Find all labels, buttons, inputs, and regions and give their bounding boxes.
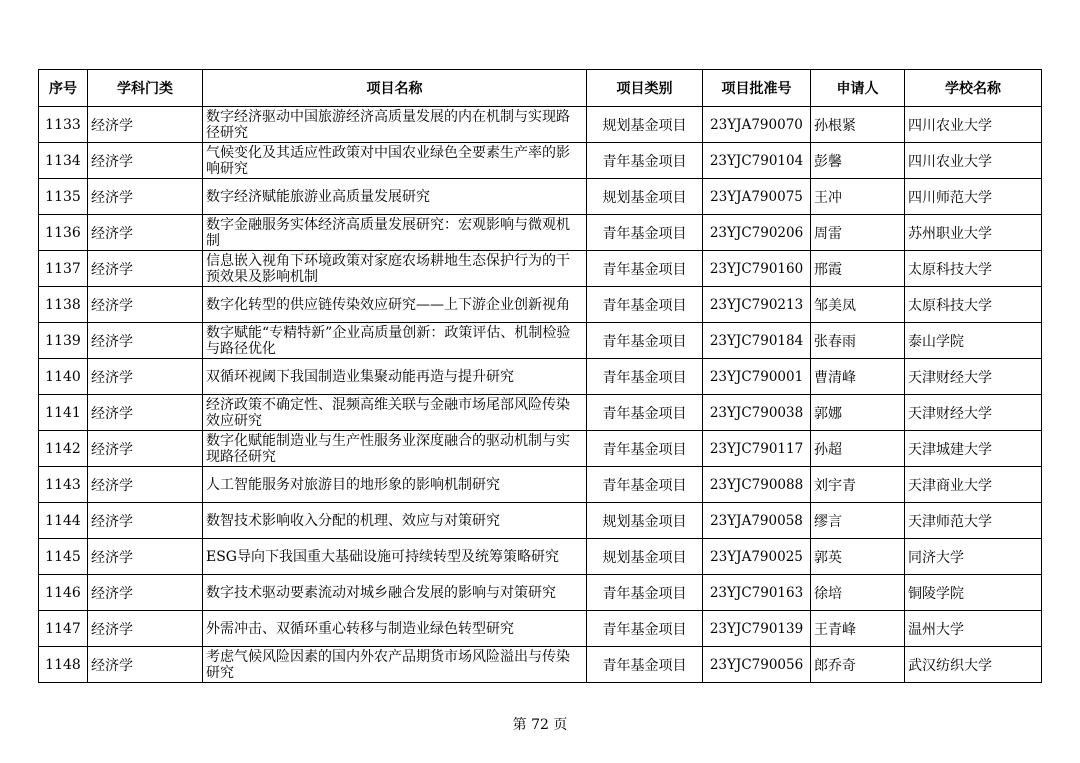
cell-project-type: 青年基金项目 <box>587 215 703 251</box>
cell-discipline: 经济学 <box>88 179 203 215</box>
cell-applicant: 郭娜 <box>811 395 905 431</box>
cell-applicant: 彭馨 <box>811 143 905 179</box>
cell-project-title: ESG导向下我国重大基础设施可持续转型及统筹策略研究 <box>203 539 587 575</box>
cell-project-title: 数字化赋能制造业与生产性服务业深度融合的驱动机制与实现路径研究 <box>203 431 587 467</box>
cell-discipline: 经济学 <box>88 503 203 539</box>
cell-school: 天津商业大学 <box>905 467 1042 503</box>
cell-project-type: 青年基金项目 <box>587 323 703 359</box>
cell-school: 天津财经大学 <box>905 359 1042 395</box>
cell-discipline: 经济学 <box>88 395 203 431</box>
cell-applicant: 王冲 <box>811 179 905 215</box>
cell-index: 1144 <box>39 503 88 539</box>
cell-project-title: 数字经济赋能旅游业高质量发展研究 <box>203 179 587 215</box>
cell-school: 苏州职业大学 <box>905 215 1042 251</box>
table-row <box>39 431 1042 467</box>
table-row <box>39 215 1042 251</box>
cell-approval-number: 23YJC790160 <box>703 251 811 287</box>
cell-approval-number: 23YJC790213 <box>703 287 811 323</box>
cell-school: 天津师范大学 <box>905 503 1042 539</box>
cell-project-title: 信息嵌入视角下环境政策对家庭农场耕地生态保护行为的干预效果及影响机制 <box>203 251 587 287</box>
cell-approval-number: 23YJC790038 <box>703 395 811 431</box>
cell-index: 1137 <box>39 251 88 287</box>
header-index: 序号 <box>39 70 88 107</box>
cell-approval-number: 23YJC790117 <box>703 431 811 467</box>
table-row <box>39 287 1042 323</box>
cell-applicant: 王青峰 <box>811 611 905 647</box>
cell-project-title: 数字赋能“专精特新”企业高质量创新：政策评估、机制检验与路径优化 <box>203 323 587 359</box>
cell-project-type: 规划基金项目 <box>587 503 703 539</box>
cell-school: 四川师范大学 <box>905 179 1042 215</box>
cell-discipline: 经济学 <box>88 251 203 287</box>
cell-school: 太原科技大学 <box>905 287 1042 323</box>
header-applicant: 申请人 <box>811 70 905 107</box>
cell-school: 四川农业大学 <box>905 143 1042 179</box>
cell-approval-number: 23YJC790184 <box>703 323 811 359</box>
table-row <box>39 467 1042 503</box>
cell-index: 1145 <box>39 539 88 575</box>
cell-project-type: 青年基金项目 <box>587 467 703 503</box>
cell-index: 1139 <box>39 323 88 359</box>
cell-index: 1133 <box>39 107 88 143</box>
header-project-type: 项目类别 <box>587 70 703 107</box>
table-row <box>39 539 1042 575</box>
cell-school: 铜陵学院 <box>905 575 1042 611</box>
cell-applicant: 邢霞 <box>811 251 905 287</box>
cell-project-type: 青年基金项目 <box>587 287 703 323</box>
cell-applicant: 徐培 <box>811 575 905 611</box>
cell-index: 1142 <box>39 431 88 467</box>
cell-project-title: 数字化转型的供应链传染效应研究——上下游企业创新视角 <box>203 287 587 323</box>
cell-project-title: 人工智能服务对旅游目的地形象的影响机制研究 <box>203 467 587 503</box>
cell-approval-number: 23YJA790025 <box>703 539 811 575</box>
cell-project-title: 外需冲击、双循环重心转移与制造业绿色转型研究 <box>203 611 587 647</box>
cell-project-type: 青年基金项目 <box>587 251 703 287</box>
cell-discipline: 经济学 <box>88 647 203 683</box>
cell-project-title: 数字经济驱动中国旅游经济高质量发展的内在机制与实现路径研究 <box>203 107 587 143</box>
cell-index: 1135 <box>39 179 88 215</box>
cell-project-type: 青年基金项目 <box>587 395 703 431</box>
cell-project-type: 青年基金项目 <box>587 143 703 179</box>
cell-school: 太原科技大学 <box>905 251 1042 287</box>
header-approval-number: 项目批准号 <box>703 70 811 107</box>
cell-discipline: 经济学 <box>88 611 203 647</box>
table-row <box>39 107 1042 143</box>
cell-approval-number: 23YJC790088 <box>703 467 811 503</box>
cell-approval-number: 23YJA790058 <box>703 503 811 539</box>
cell-school: 同济大学 <box>905 539 1042 575</box>
cell-school: 天津财经大学 <box>905 395 1042 431</box>
cell-index: 1138 <box>39 287 88 323</box>
cell-project-type: 规划基金项目 <box>587 179 703 215</box>
table-row <box>39 143 1042 179</box>
cell-discipline: 经济学 <box>88 323 203 359</box>
cell-project-type: 规划基金项目 <box>587 107 703 143</box>
cell-discipline: 经济学 <box>88 539 203 575</box>
cell-project-type: 规划基金项目 <box>587 539 703 575</box>
table-row <box>39 251 1042 287</box>
cell-approval-number: 23YJA790075 <box>703 179 811 215</box>
cell-project-title: 数智技术影响收入分配的机理、效应与对策研究 <box>203 503 587 539</box>
header-discipline: 学科门类 <box>88 70 203 107</box>
cell-approval-number: 23YJC790163 <box>703 575 811 611</box>
table-row <box>39 395 1042 431</box>
cell-discipline: 经济学 <box>88 431 203 467</box>
cell-school: 温州大学 <box>905 611 1042 647</box>
cell-approval-number: 23YJA790070 <box>703 107 811 143</box>
cell-discipline: 经济学 <box>88 143 203 179</box>
cell-project-type: 青年基金项目 <box>587 431 703 467</box>
cell-project-type: 青年基金项目 <box>587 647 703 683</box>
cell-project-title: 双循环视阈下我国制造业集聚动能再造与提升研究 <box>203 359 587 395</box>
cell-index: 1143 <box>39 467 88 503</box>
cell-applicant: 郎乔奇 <box>811 647 905 683</box>
cell-applicant: 刘宇青 <box>811 467 905 503</box>
header-project-title: 项目名称 <box>203 70 587 107</box>
cell-project-title: 数字金融服务实体经济高质量发展研究：宏观影响与微观机制 <box>203 215 587 251</box>
cell-index: 1134 <box>39 143 88 179</box>
cell-index: 1146 <box>39 575 88 611</box>
cell-project-title: 经济政策不确定性、混频高维关联与金融市场尾部风险传染效应研究 <box>203 395 587 431</box>
cell-project-type: 青年基金项目 <box>587 359 703 395</box>
cell-discipline: 经济学 <box>88 467 203 503</box>
table-row <box>39 179 1042 215</box>
cell-school: 泰山学院 <box>905 323 1042 359</box>
cell-discipline: 经济学 <box>88 575 203 611</box>
cell-applicant: 孙根紧 <box>811 107 905 143</box>
cell-index: 1147 <box>39 611 88 647</box>
cell-project-title: 考虑气候风险因素的国内外农产品期货市场风险溢出与传染研究 <box>203 647 587 683</box>
cell-index: 1148 <box>39 647 88 683</box>
project-table <box>38 69 1042 683</box>
cell-discipline: 经济学 <box>88 359 203 395</box>
cell-applicant: 张春雨 <box>811 323 905 359</box>
table-row <box>39 647 1042 683</box>
cell-index: 1141 <box>39 395 88 431</box>
cell-project-type: 青年基金项目 <box>587 575 703 611</box>
cell-discipline: 经济学 <box>88 107 203 143</box>
table-row <box>39 575 1042 611</box>
table-row <box>39 611 1042 647</box>
cell-approval-number: 23YJC790104 <box>703 143 811 179</box>
cell-applicant: 周雷 <box>811 215 905 251</box>
cell-applicant: 曹清峰 <box>811 359 905 395</box>
cell-project-title: 气候变化及其适应性政策对中国农业绿色全要素生产率的影响研究 <box>203 143 587 179</box>
cell-approval-number: 23YJC790001 <box>703 359 811 395</box>
cell-applicant: 缪言 <box>811 503 905 539</box>
cell-school: 天津城建大学 <box>905 431 1042 467</box>
cell-index: 1140 <box>39 359 88 395</box>
cell-discipline: 经济学 <box>88 215 203 251</box>
cell-approval-number: 23YJC790139 <box>703 611 811 647</box>
table-row <box>39 323 1042 359</box>
cell-project-type: 青年基金项目 <box>587 611 703 647</box>
cell-applicant: 孙超 <box>811 431 905 467</box>
table-header-row <box>39 70 1042 107</box>
cell-approval-number: 23YJC790206 <box>703 215 811 251</box>
cell-project-title: 数字技术驱动要素流动对城乡融合发展的影响与对策研究 <box>203 575 587 611</box>
page-number: 第 72 页 <box>512 717 568 733</box>
table-row <box>39 503 1042 539</box>
cell-applicant: 邹美凤 <box>811 287 905 323</box>
cell-discipline: 经济学 <box>88 287 203 323</box>
cell-index: 1136 <box>39 215 88 251</box>
cell-school: 武汉纺织大学 <box>905 647 1042 683</box>
header-school: 学校名称 <box>905 70 1042 107</box>
table-row <box>39 359 1042 395</box>
cell-school: 四川农业大学 <box>905 107 1042 143</box>
cell-approval-number: 23YJC790056 <box>703 647 811 683</box>
cell-applicant: 郭英 <box>811 539 905 575</box>
